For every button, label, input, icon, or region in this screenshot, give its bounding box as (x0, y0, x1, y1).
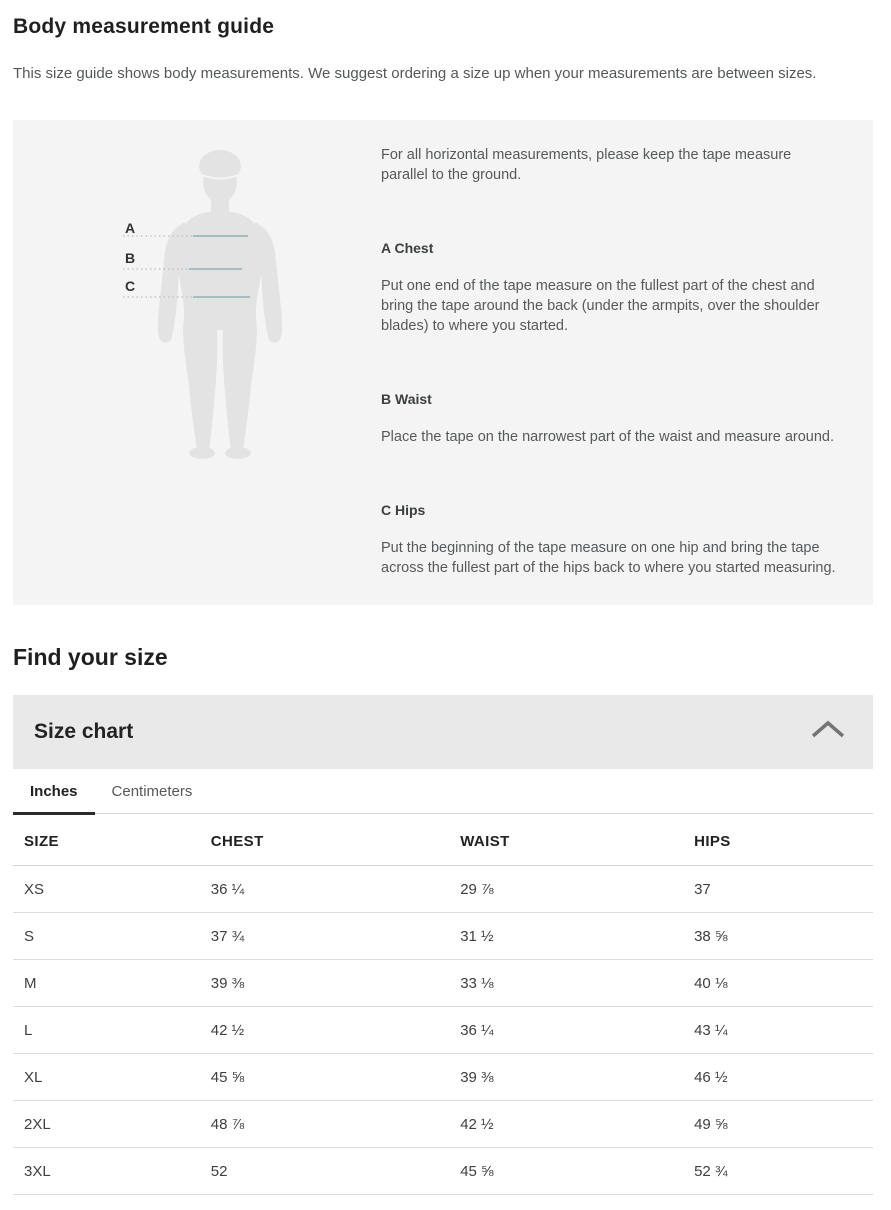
size-cell: XS (13, 866, 211, 913)
waist-heading: B Waist (381, 391, 432, 407)
size-table (13, 814, 873, 1195)
measurement-cell: 46 ½ (694, 1054, 873, 1101)
page-title: Body measurement guide (13, 15, 275, 38)
measurement-cell: 45 ⅝ (460, 1148, 694, 1195)
measurement-cell: 49 ⅝ (694, 1101, 873, 1148)
size-chart-title: Size chart (34, 720, 134, 743)
measurement-cell: 39 ⅜ (460, 1054, 694, 1101)
tab-inches[interactable]: Inches (13, 769, 95, 813)
table-row (13, 1101, 873, 1148)
measurement-guide-panel (13, 120, 873, 605)
measurement-cell: 45 ⅝ (211, 1054, 460, 1101)
measurement-cell: 31 ½ (460, 913, 694, 960)
measurement-cell: 36 ¼ (460, 1007, 694, 1054)
column-header-chest: CHEST (211, 814, 460, 866)
table-row (13, 913, 873, 960)
size-cell: M (13, 960, 211, 1007)
hips-heading: C Hips (381, 502, 426, 518)
column-header-waist: WAIST (460, 814, 694, 866)
silhouette-shape (158, 150, 282, 459)
size-table-header-row (13, 814, 873, 866)
column-header-hips: HIPS (694, 814, 873, 866)
marker-label-b: B (125, 250, 136, 266)
body-figure (13, 120, 381, 605)
hips-instructions: Put the beginning of the tape measure on one hip and bring the tape across the fullest part of the hips back to where you started measuring. (381, 540, 836, 576)
table-row (13, 1007, 873, 1054)
table-row (13, 1148, 873, 1195)
measurement-cell: 36 ¼ (211, 866, 460, 913)
table-row (13, 1054, 873, 1101)
size-cell: XL (13, 1054, 211, 1101)
measurement-cell: 48 ⅞ (211, 1101, 460, 1148)
waist-instructions: Place the tape on the narrowest part of the waist and measure around. (381, 429, 834, 445)
intro-text: This size guide shows body measurements. We suggest ordering a size up when your measurements are between sizes. (13, 65, 817, 82)
table-row (13, 960, 873, 1007)
chevron-up-icon[interactable] (810, 720, 846, 744)
units-tabs (13, 769, 873, 814)
chest-instructions: Put one end of the tape measure on the fullest part of the chest and bring the tape around the back (under the armpits, over the shoulder blades) to where you started. (381, 278, 820, 334)
column-header-size: SIZE (13, 814, 211, 866)
size-cell: S (13, 913, 211, 960)
chest-heading: A Chest (381, 240, 434, 256)
measurement-cell: 42 ½ (211, 1007, 460, 1054)
table-row (13, 866, 873, 913)
measurement-cell: 52 (211, 1148, 460, 1195)
measurement-cell: 42 ½ (460, 1101, 694, 1148)
size-chart-accordion-header[interactable] (13, 695, 873, 769)
measurement-note: For all horizontal measurements, please keep the tape measure parallel to the ground. (381, 147, 792, 183)
measurement-cell: 37 (694, 866, 873, 913)
measurement-cell: 37 ¾ (211, 913, 460, 960)
measurement-cell: 40 ⅛ (694, 960, 873, 1007)
measurement-cell: 38 ⅝ (694, 913, 873, 960)
measurement-cell: 33 ⅛ (460, 960, 694, 1007)
size-cell: L (13, 1007, 211, 1054)
measurement-cell: 29 ⅞ (460, 866, 694, 913)
marker-label-a: A (125, 220, 136, 236)
marker-label-c: C (125, 278, 136, 294)
measurement-cell: 39 ⅜ (211, 960, 460, 1007)
body-silhouette-illustration (13, 120, 381, 540)
size-cell: 2XL (13, 1101, 211, 1148)
measurement-cell: 43 ¼ (694, 1007, 873, 1054)
tab-centimeters[interactable]: Centimeters (111, 783, 193, 800)
measurement-cell: 52 ¾ (694, 1148, 873, 1195)
size-cell: 3XL (13, 1148, 211, 1195)
find-your-size-heading: Find your size (13, 644, 168, 670)
measurement-instructions (381, 120, 873, 605)
